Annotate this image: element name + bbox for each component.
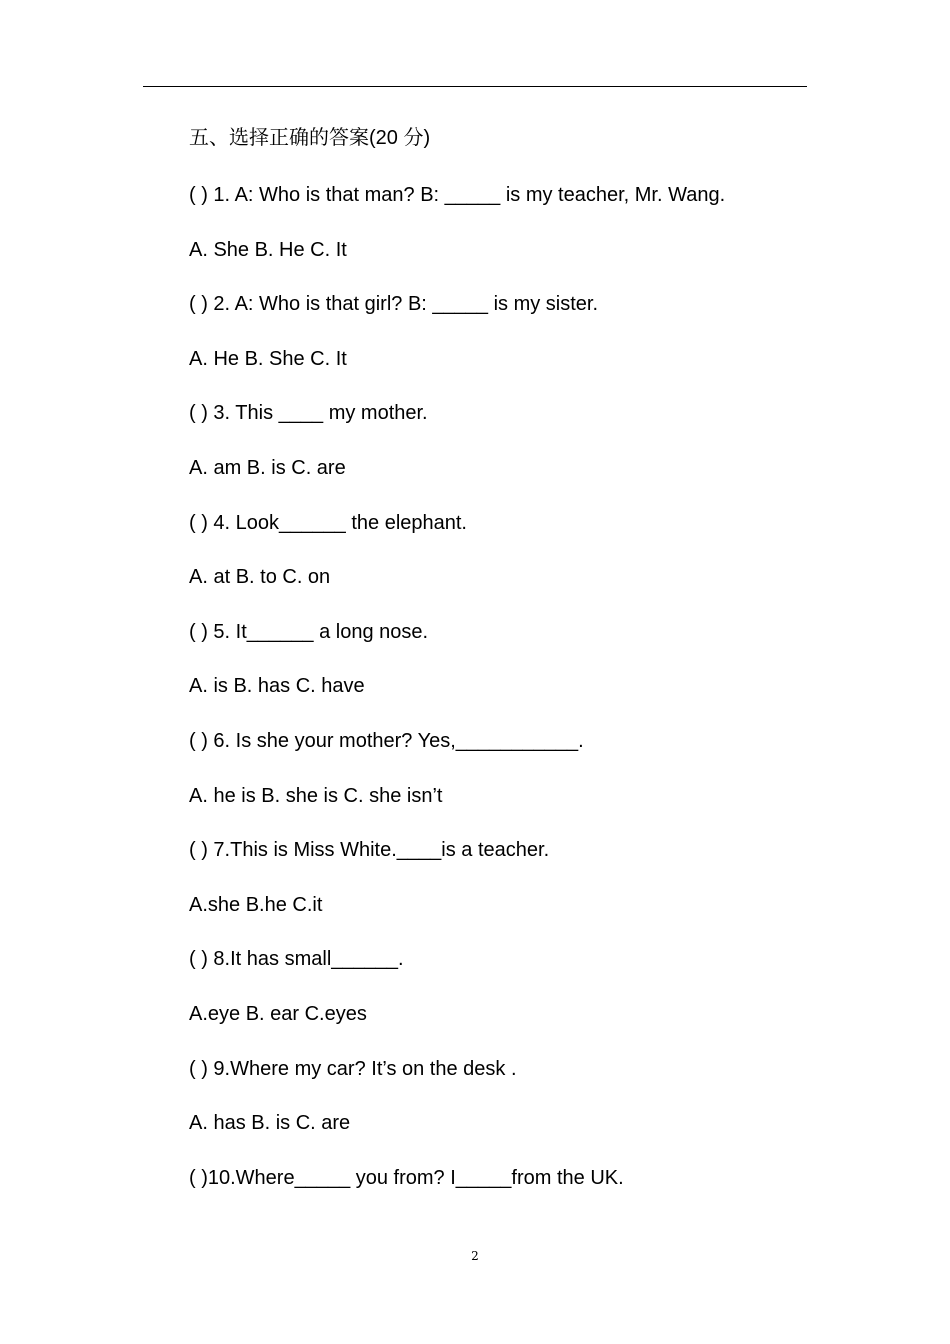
section-title: 五、选择正确的答案(20 分) [189, 127, 431, 149]
question-6: ( ) 6. Is she your mother? Yes,___________. [189, 729, 584, 752]
options-3: A. am B. is C. are [189, 456, 346, 479]
options-2: A. He B. She C. It [189, 347, 347, 370]
options-5: A. is B. has C. have [189, 675, 365, 698]
header-rule [143, 86, 807, 87]
options-4: A. at B. to C. on [189, 566, 331, 589]
options-7: A.she B.he C.it [189, 893, 323, 916]
question-4: ( ) 4. Look______ the elephant. [189, 511, 467, 534]
question-2: ( ) 2. A: Who is that girl? B: _____ is my sister. [189, 293, 599, 316]
options-6: A. he is B. she is C. she isn’t [189, 784, 443, 807]
question-list [189, 181, 725, 1218]
question-10: ( )10.Where_____ you from? I_____from the UK. [189, 1166, 624, 1189]
question-7: ( ) 7.This is Miss White.____is a teacher. [189, 839, 550, 862]
options-8: A.eye B. ear C.eyes [189, 1002, 367, 1025]
question-8: ( ) 8.It has small______. [189, 948, 404, 971]
options-9: A. has B. is C. are [189, 1112, 351, 1135]
question-5: ( ) 5. It______ a long nose. [189, 620, 429, 643]
question-1: ( ) 1. A: Who is that man? B: _____ is my teacher, Mr. Wang. [189, 184, 726, 206]
options-1: A. She B. He C. It [189, 238, 347, 261]
question-9: ( ) 9.Where my car? It’s on the desk . [189, 1057, 517, 1080]
page-number: 2 [471, 1249, 479, 1263]
question-3: ( ) 3. This ____ my mother. [189, 402, 428, 425]
